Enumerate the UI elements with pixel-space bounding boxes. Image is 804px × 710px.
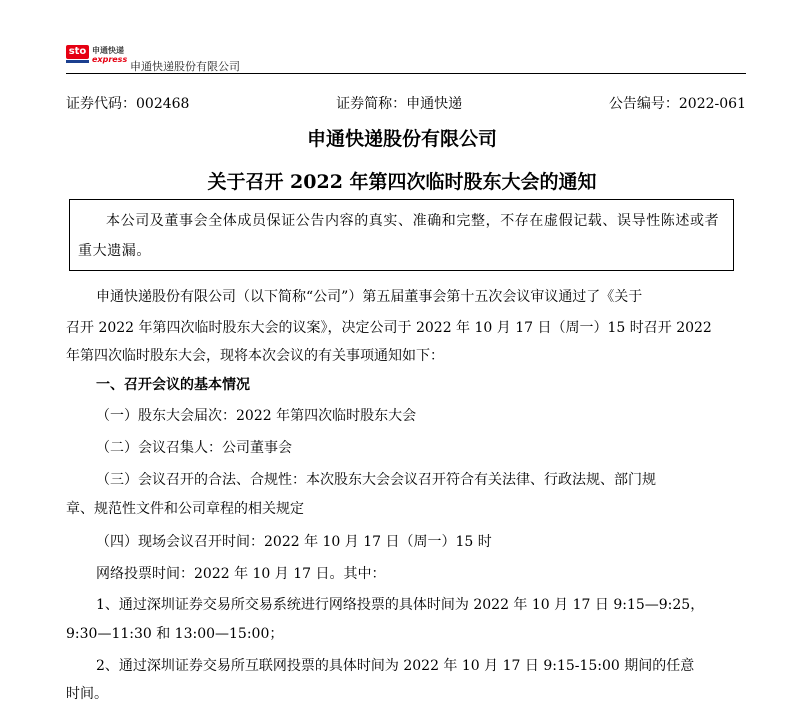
net-vote-1-line-1: 1、通过深圳证券交易所交易系统进行网络投票的具体时间为 2022 年 10 月 17 日 9:15—9:25， (96, 597, 705, 613)
page-header (66, 43, 746, 73)
title-notice: 关于召开 2022 年第四次临时股东大会的通知 (207, 171, 597, 193)
item-3-line-2: 章、规范性文件和公司章程的相关规定 (66, 501, 304, 517)
security-abbr: 证券简称：申通快递 (336, 96, 463, 112)
net-vote-2-line-2: 时间。 (66, 686, 108, 702)
disclaimer-box: 本公司及董事会全体成员保证公告内容的真实、准确和完整，不存在虚假记载、误导性陈述或者重大遗漏。 (69, 199, 734, 271)
announcement-number: 公告编号：2022-061 (608, 96, 746, 112)
intro-line-2: 召开 2022 年第四次临时股东大会的议案》，决定公司于 2022 年 10 月 17 日（周一）15 时召开 2022 (66, 320, 712, 336)
logo-en-text: express (92, 55, 128, 64)
item-3-line-1: （三）会议召开的合法、合规性：本次股东大会会议召开符合有关法律、行政法规、部门规 (96, 472, 656, 488)
item-1: （一）股东大会届次：2022 年第四次临时股东大会 (96, 408, 417, 424)
item-2: （二）会议召集人：公司董事会 (96, 440, 292, 456)
net-vote-2-line-1: 2、通过深圳证券交易所互联网投票的具体时间为 2022 年 10 月 17 日 9:15-15:00 期间的任意 (96, 658, 695, 674)
net-vote-time: 网络投票时间：2022 年 10 月 17 日。其中： (96, 566, 386, 582)
logo-sto-mark: sto (66, 45, 89, 59)
net-vote-1-line-2: 9:30—11:30 和 13:00—15:00； (66, 626, 284, 642)
intro-line-1: 申通快递股份有限公司（以下简称“公司”）第五届董事会第十五次会议审议通过了《关于 (96, 289, 643, 305)
item-4: （四）现场会议召开时间：2022 年 10 月 17 日（周一）15 时 (96, 534, 492, 550)
logo-swoosh (66, 60, 89, 63)
header-company-name: 申通快递股份有限公司 (130, 60, 240, 73)
title-company: 申通快递股份有限公司 (306, 128, 497, 150)
section-heading-1: 一、召开会议的基本情况 (96, 377, 250, 393)
logo-cn-text: 申通快递 (92, 46, 124, 55)
header-divider (66, 73, 746, 74)
company-logo (66, 43, 128, 69)
intro-line-3: 年第四次临时股东大会，现将本次会议的有关事项通知如下： (66, 348, 444, 364)
security-code: 证券代码：002468 (66, 96, 190, 112)
meta-row (66, 93, 746, 113)
